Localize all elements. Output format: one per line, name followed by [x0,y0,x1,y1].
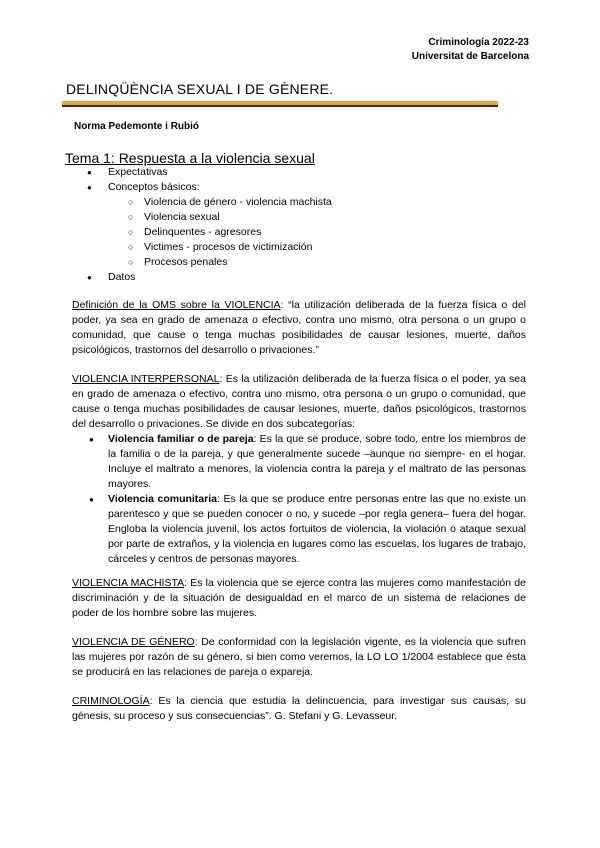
definition-term: CRIMINOLOGÍA [72,695,150,707]
list-item [72,180,332,270]
genero-definition [72,635,526,680]
subcategory-list [72,432,526,567]
list-item [72,165,332,180]
list-item [72,492,526,567]
list-item-text: Expectativas [108,166,168,178]
page-header [412,36,529,64]
subcategory-text: : Es la que se produce, sobre todo, entre los miembros de la familia o de la pareja, y que generalmente sucede –aunque no siempre- en el hogar. Incluye el maltrato a menores, la violencia contra la pareja y el maltrato de las personas mayores. [108,433,526,490]
interpersonal-definition [72,372,526,567]
definition-text: : “la utilización deliberada de la fuerza física o del poder, ya sea en grado de amenaza o efectivo, contra uno mismo, otra persona o un grupo o comunidad, que cause o tenga muchas posibilidades de causar lesiones, muerte, daños psicológicos, trastornos del desarrollo o privaciones.” [72,299,526,356]
sub-list-item: ○ Procesos penales [108,255,332,270]
theme-outline [72,165,332,285]
definition-term: VIOLENCIA INTERPERSONAL [72,373,220,385]
subcategory-term: Violencia familiar o de pareja [108,433,254,445]
document-title: DELINQÜÈNCIA SEXUAL I DE GÈNERE. [66,81,334,97]
sub-list-item: ○ Delinquentes - agresores [108,225,332,240]
course-label: Criminología 2022-23 [428,37,529,48]
title-divider [62,101,498,107]
definition-text: : Es la utilización deliberada de la fuerza física o el poder, ya sea en grado de amenaza o efectivo, contra uno mismo, otra persona o un grupo o comunidad, que cause o tenga muchas posibilidades de causar lesiones, muerte, daños psicológicos, trastornos del desarrollo o privaciones. Se divide en dos subcategorías: [72,373,526,430]
definition-term: VIOLENCIA MACHISTA [72,577,185,589]
sub-list [108,195,332,270]
criminologia-definition [72,694,526,724]
definition-text: : De conformidad con la legislación vigente, es la violencia que sufren las mujeres por razón de su género, si bien como veremos, la LO LO 1/2004 establece que ésta se producirá en las relaciones de pareja o expareja. [72,636,526,678]
sub-list-item: ○ Violencia sexual [108,210,332,225]
sub-list-item: ○ Violencia de género - violencia machista [108,195,332,210]
list-item [72,432,526,492]
list-item-text: Conceptos básicos: [108,181,200,193]
author-name: Norma Pedemonte i Rubió [74,121,200,132]
list-item [72,270,332,285]
definition-text: : Es la violencia que se ejerce contra las mujeres como manifestación de discriminación y de la situación de desigualdad en el marco de un sistema de relaciones de poder de los hombre sobre las mujeres. [72,577,526,619]
list-item-text: Datos [108,271,136,283]
oms-definition [72,298,526,358]
subcategory-term: Violencia comunitaria [108,493,217,505]
machista-definition [72,576,526,621]
definition-term: VIOLENCIA DE GÉNERO [72,636,195,648]
subcategory-text: : Es la que se produce entre personas entre las que no existe un parentesco y que se pueden conocer o no, y sucede –por regla genera– fuera del hogar. Engloba la violencia juvenil, los actos fortuitos de violencia, la violación o ataque sexual por parte de extraños, y la violencia en lugares como las escuelas, los lugares de trabajo, cárceles y centros de personas mayores. [108,493,527,565]
sub-list-item: ○ Victimes - procesos de victimización [108,240,332,255]
definition-text: : Es la ciencia que estudia la delincuencia, para investigar sus causas, su génesis, su proceso y sus consecuencias”. G. Stefani y G. Levasseur. [72,695,526,722]
university-label: Universitat de Barcelona [411,51,529,62]
theme-heading: Tema 1: Respuesta a la violencia sexual [65,150,315,166]
definition-term: Definición de la OMS sobre la VIOLENCIA [72,299,281,311]
